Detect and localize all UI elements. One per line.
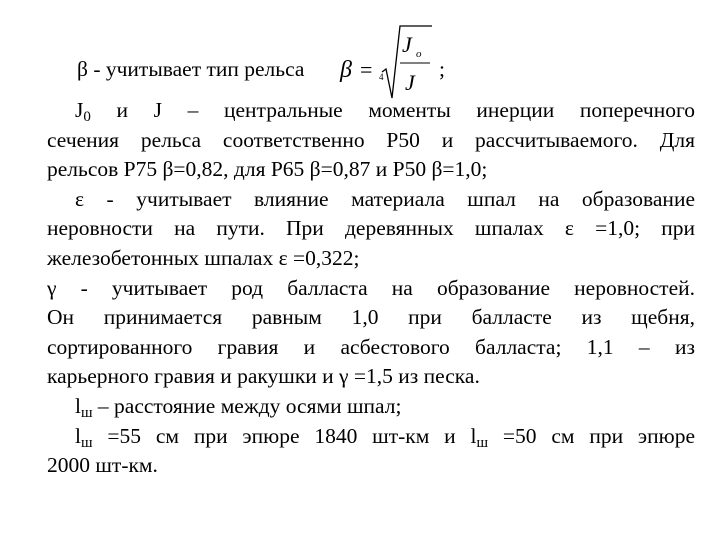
text-line: 2000 шт-км. xyxy=(47,453,158,478)
formula-semicolon: ; xyxy=(439,57,445,81)
formula-numerator-sub: o xyxy=(416,48,422,60)
formula-denominator: J xyxy=(405,70,415,95)
text-line: Он принимается равным 1,0 при балласте из щебня, xyxy=(47,305,695,330)
body-text xyxy=(47,0,695,481)
formula-equals: = xyxy=(360,57,373,82)
formula-numerator: J xyxy=(402,32,412,57)
text-line: $l_ш$ – расстояние между осями шпал; xyxy=(75,393,402,421)
text-line: $l_ш =55$ см при эпюре 1840 шт-км и $l_ш =50$ см при эпюре xyxy=(75,423,696,451)
text-line: $J_0$ и J – центральные моменты инерции поперечного xyxy=(75,98,695,125)
text-line: γ - учитывает род балласта на образование неровностей. xyxy=(47,275,695,300)
text-line: ε - учитывает влияние материала шпал на образование xyxy=(75,186,695,211)
formula-root-index: 4 xyxy=(379,72,384,82)
text-line: железобетонных шпалах ε =0,322; xyxy=(47,245,360,270)
text-line: сечения рельса соответственно Р50 и рассчитываемого. Для xyxy=(47,127,695,152)
beta-intro-text: β - учитывает тип рельса xyxy=(77,57,305,81)
text-line: рельсов Р75 β=0,82, для Р65 β=0,87 и Р50 β=1,0; xyxy=(47,157,488,182)
text-line: карьерного гравия и ракушки и γ =1,5 из песка. xyxy=(47,364,480,389)
text-line: неровности на пути. При деревянных шпалах ε =1,0; при xyxy=(47,216,695,241)
text-line: сортированного гравия и асбестового балласта; 1,1 – из xyxy=(47,334,695,359)
formula-lhs: β xyxy=(340,57,352,83)
